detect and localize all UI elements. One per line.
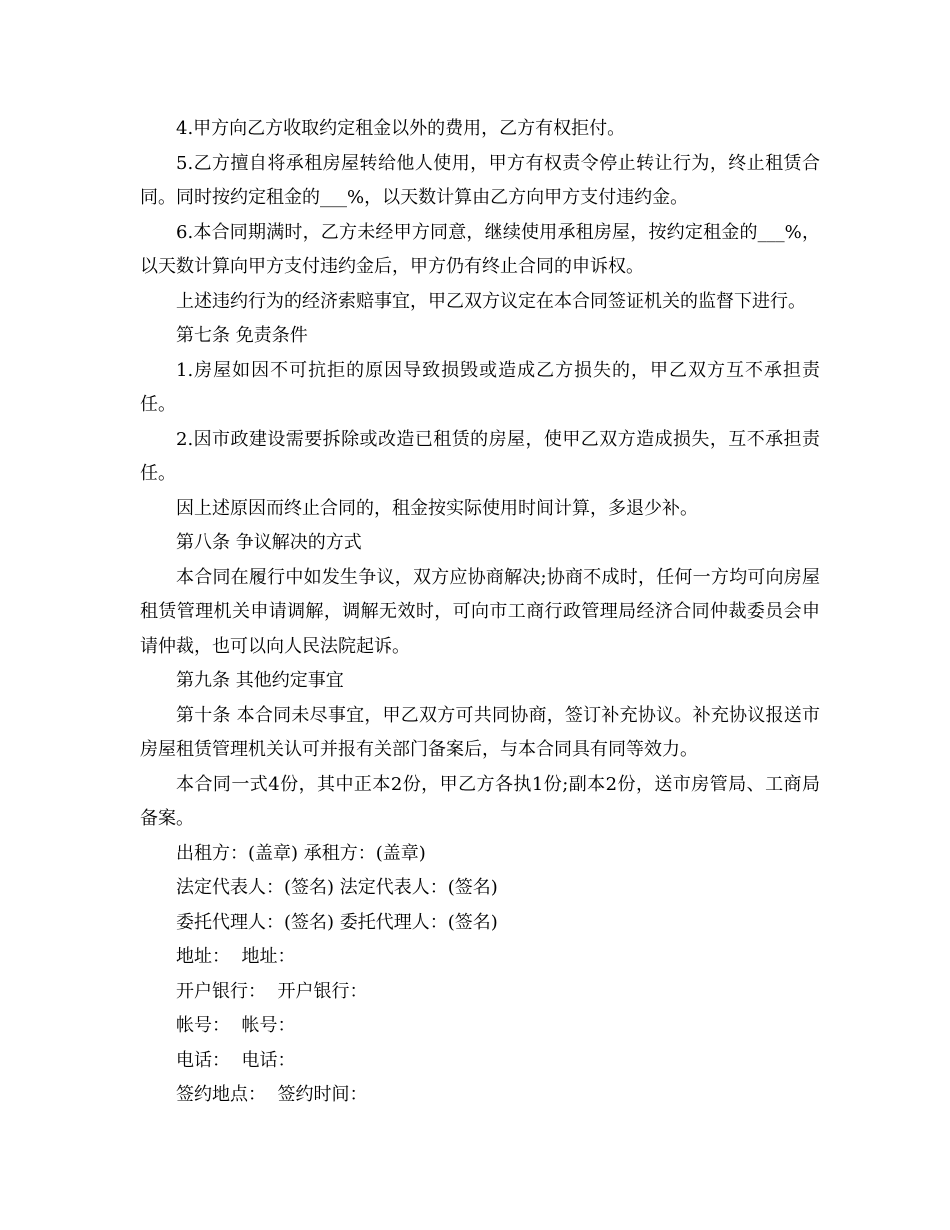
- clause-4-extra-fees: 4.甲方向乙方收取约定租金以外的费用，乙方有权拒付。: [176, 118, 626, 139]
- article-7-heading: 第七条 免责条件: [176, 325, 308, 346]
- signature-address-line: 地址： 地址：: [176, 946, 296, 967]
- article-7-item-2: 2.因市政建设需要拆除或改造已租赁的房屋，使甲乙双方造成损失，互不承担责任。: [140, 428, 820, 484]
- contract-body: [140, 112, 820, 1113]
- clause-5-sublet: 5.乙方擅自将承租房屋转给他人使用，甲方有权责令停止转让行为，终止租赁合同。同时按约定租金的___%，以天数计算由乙方向甲方支付违约金。: [140, 152, 820, 208]
- signature-phone-line: 电话： 电话：: [176, 1049, 296, 1071]
- signature-legal-rep-line: 法定代表人：(签名) 法定代表人：(签名): [176, 877, 498, 898]
- copies-note: 本合同一式4份，其中正本2份，甲乙方各执1份;副本2份，送市房管局、工商局备案。: [140, 773, 820, 829]
- article-8-heading: 第八条 争议解决的方式: [176, 532, 362, 553]
- signature-account-line: 帐号： 帐号：: [176, 1015, 296, 1036]
- article-8-body: 本合同在履行中如发生争议，双方应协商解决;协商不成时，任何一方均可向房屋租赁管理机关申请调解，调解无效时，可向市工商行政管理局经济合同仲裁委员会申请仲裁，也可以向人民法院起诉。: [140, 566, 820, 657]
- clause-6-overstay: 6.本合同期满时，乙方未经甲方同意，继续使用承租房屋，按约定租金的___%，以天数计算向甲方支付违约金后，甲方仍有终止合同的申诉权。: [140, 221, 820, 277]
- signature-seal-line: 出租方：(盖章) 承租方：(盖章): [176, 842, 426, 864]
- article-10-body: 第十条 本合同未尽事宜，甲乙双方可共同协商，签订补充协议。补充协议报送市房屋租赁管理机关认可并报有关部门备案后，与本合同具有同等效力。: [140, 704, 820, 760]
- signature-agent-line: 委托代理人：(签名) 委托代理人：(签名): [176, 911, 498, 933]
- article-7-rent-settlement: 因上述原因而终止合同的，租金按实际使用时间计算，多退少补。: [176, 497, 698, 519]
- article-9-heading: 第九条 其他约定事宜: [176, 670, 344, 691]
- breach-claims-note: 上述违约行为的经济索赔事宜，甲乙双方议定在本合同签证机关的监督下进行。: [176, 290, 806, 312]
- signature-place-time-line: 签约地点： 签约时间：: [176, 1084, 368, 1105]
- signature-bank-line: 开户银行： 开户银行：: [176, 980, 368, 1002]
- article-7-item-1: 1.房屋如因不可抗拒的原因导致损毁或造成乙方损失的，甲乙双方互不承担责任。: [140, 359, 820, 415]
